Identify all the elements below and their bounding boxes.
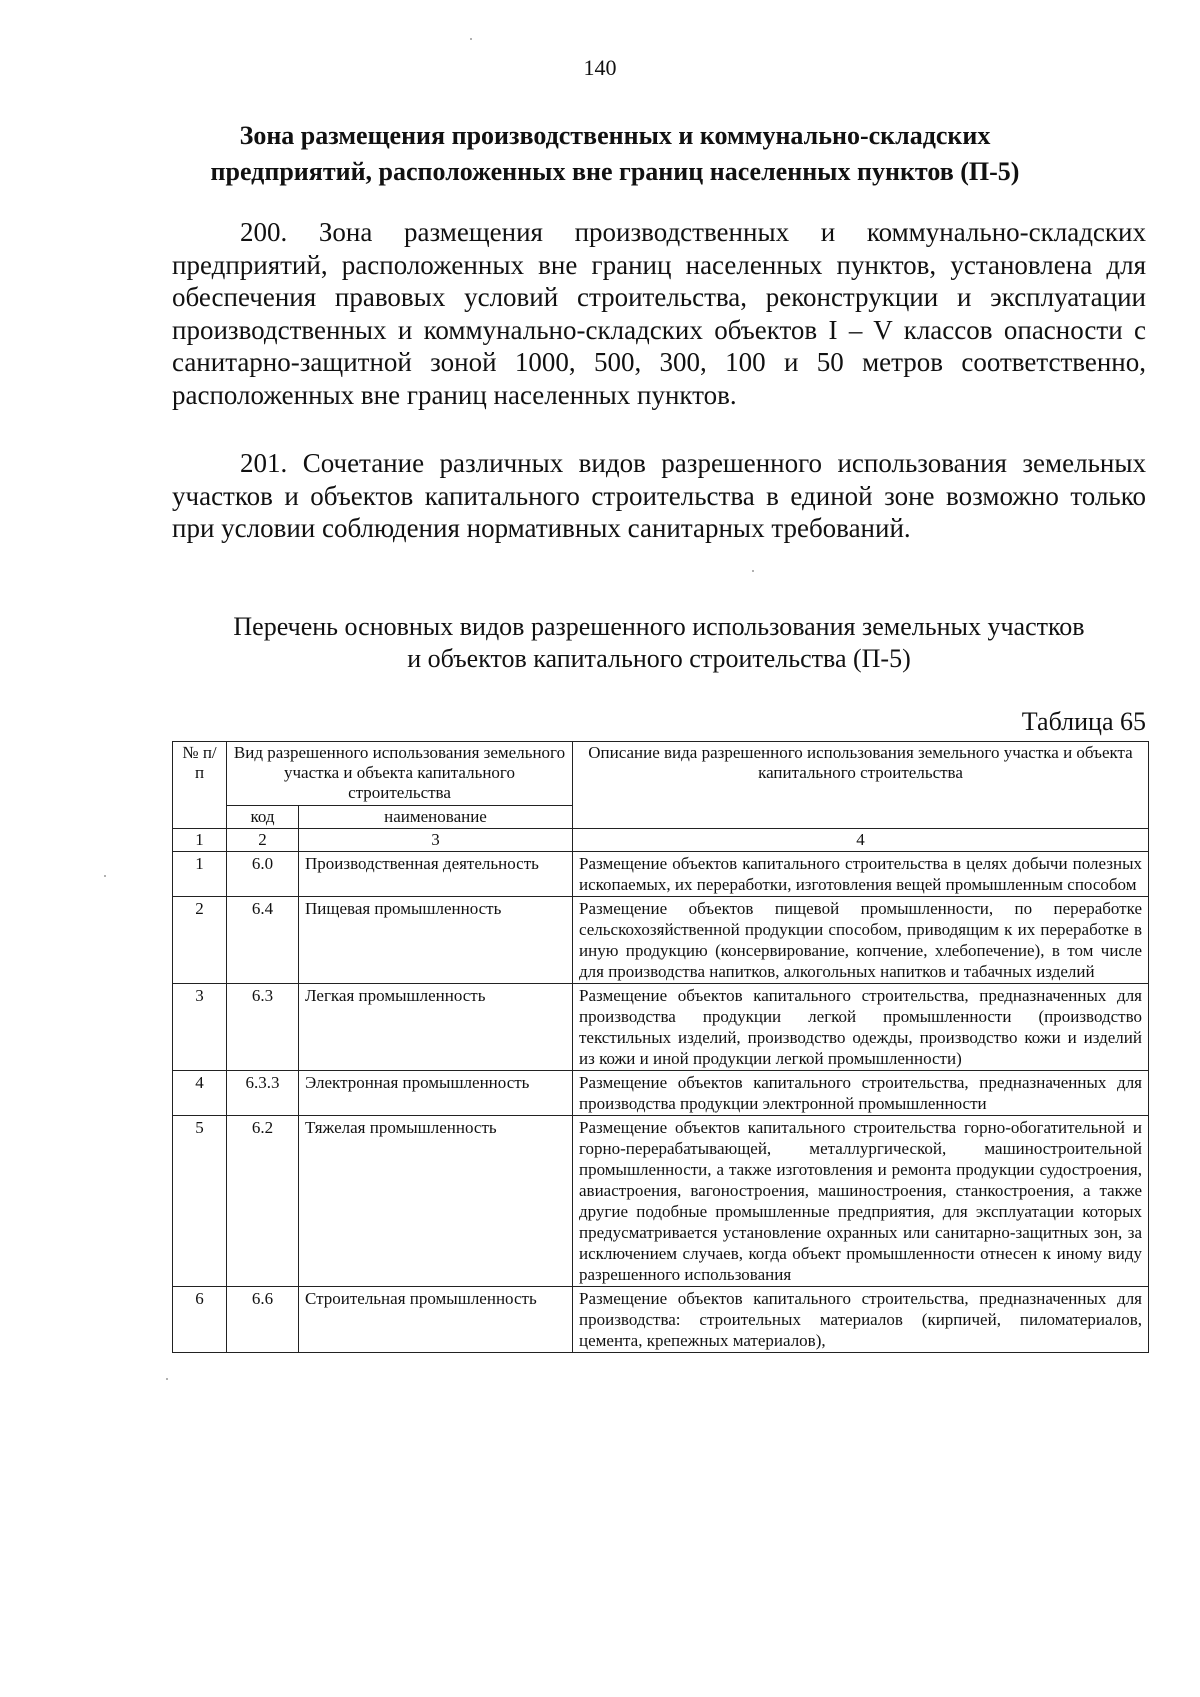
- page-number: 140: [583, 55, 617, 80]
- row-desc: Размещение объектов капитального строительства горно-обогатительной и горно-перерабатывающей, металлургической, машиностроительной промышленности, а также изготовления и ремонта продукции судостроения, авиастроения, вагоностроения, машиностроения, станкостроения, а также другие подобные промышленные предприятия, для эксплуатации которых предусматривается установление охранных или санитарно-защитных зон, за исключением случаев, когда объект промышленности отнесен к иному виду разрешенного использования: [573, 1116, 1149, 1287]
- list-title-line: Перечень основных видов разрешенного использования земельных участков: [233, 612, 1085, 641]
- header-kind: Вид разрешенного использования земельного участка и объекта капитального строительства: [227, 742, 573, 806]
- table-row: [173, 897, 1149, 984]
- row-code: 6.6: [227, 1287, 299, 1353]
- row-num: 6: [173, 1287, 227, 1353]
- column-number: 3: [299, 829, 573, 852]
- table-row: [173, 1116, 1149, 1287]
- section-heading: [170, 118, 1060, 190]
- table-row: [173, 852, 1149, 897]
- paragraph-text: 201. Сочетание различных видов разрешенного использования земельных участков и объектов капитального строительства в единой зоне возможно только при условии соблюдения нормативных санитарных требований.: [172, 448, 1146, 543]
- row-code: 6.0: [227, 852, 299, 897]
- table-row: [173, 1071, 1149, 1116]
- row-num: 3: [173, 984, 227, 1071]
- header-num: № п/п: [173, 742, 227, 829]
- row-name: Производственная деятельность: [299, 852, 573, 897]
- list-title-line: и объектов капитального строительства (П-5): [407, 644, 911, 673]
- row-name: Электронная промышленность: [299, 1071, 573, 1116]
- row-name: Легкая промышленность: [299, 984, 573, 1071]
- column-number-row: [173, 829, 1149, 852]
- scan-speck: [752, 570, 754, 572]
- row-num: 1: [173, 852, 227, 897]
- paragraph-200: [172, 216, 1146, 411]
- row-num: 2: [173, 897, 227, 984]
- column-number: 1: [173, 829, 227, 852]
- row-name: Строительная промышленность: [299, 1287, 573, 1353]
- row-desc: Размещение объектов капитального строительства, предназначенных для производства: строительных материалов (кирпичей, пиломатериалов, цемента, крепежных материалов),: [573, 1287, 1149, 1353]
- section-heading-line: Зона размещения производственных и коммунально-складских: [239, 121, 991, 150]
- table-row: [173, 984, 1149, 1071]
- row-desc: Размещение объектов капитального строительства, предназначенных для производства продукции легкой промышленности (производство текстильных изделий, производство одежды, производство кожи и изделий из кожи и иной продукции легкой промышленности): [573, 984, 1149, 1071]
- row-desc: Размещение объектов капитального строительства, предназначенных для производства продукции электронной промышленности: [573, 1071, 1149, 1116]
- row-num: 4: [173, 1071, 227, 1116]
- row-desc: Размещение объектов капитального строительства в целях добычи полезных ископаемых, их переработки, изготовления вещей промышленным способом: [573, 852, 1149, 897]
- scan-speck: [104, 875, 106, 877]
- column-number: 4: [573, 829, 1149, 852]
- header-code: код: [227, 806, 299, 829]
- section-heading-line: предприятий, расположенных вне границ населенных пунктов (П-5): [210, 157, 1020, 186]
- row-desc: Размещение объектов пищевой промышленности, по переработке сельскохозяйственной продукции способом, приводящим к их переработке в иную продукцию (консервирование, копчение, хлебопечение), в том числе для производства напитков, алкогольных напитков и табачных изделий: [573, 897, 1149, 984]
- header-name: наименование: [299, 806, 573, 829]
- column-number: 2: [227, 829, 299, 852]
- list-title: [172, 611, 1146, 675]
- row-num: 5: [173, 1116, 227, 1287]
- paragraph-text: 200. Зона размещения производственных и коммунально-складских предприятий, расположенных вне границ населенных пунктов, установлена для обеспечения правовых условий строительства, реконструкции и эксплуатации производственных и коммунально-складских объектов I – V классов опасности с санитарно-защитной зоной 1000, 500, 300, 100 и 50 метров соответственно, расположенных вне границ населенных пунктов.: [172, 217, 1146, 410]
- header-desc: Описание вида разрешенного использования земельного участка и объекта капитального строительства: [573, 742, 1149, 829]
- permitted-use-table: [172, 741, 1149, 1353]
- table-caption: Таблица 65: [1021, 707, 1146, 736]
- row-code: 6.3.3: [227, 1071, 299, 1116]
- scan-speck: [166, 1378, 168, 1380]
- table-row: [173, 1287, 1149, 1353]
- scan-speck: [470, 38, 472, 40]
- row-code: 6.3: [227, 984, 299, 1071]
- row-name: Тяжелая промышленность: [299, 1116, 573, 1287]
- row-code: 6.4: [227, 897, 299, 984]
- row-name: Пищевая промышленность: [299, 897, 573, 984]
- paragraph-201: [172, 447, 1146, 545]
- row-code: 6.2: [227, 1116, 299, 1287]
